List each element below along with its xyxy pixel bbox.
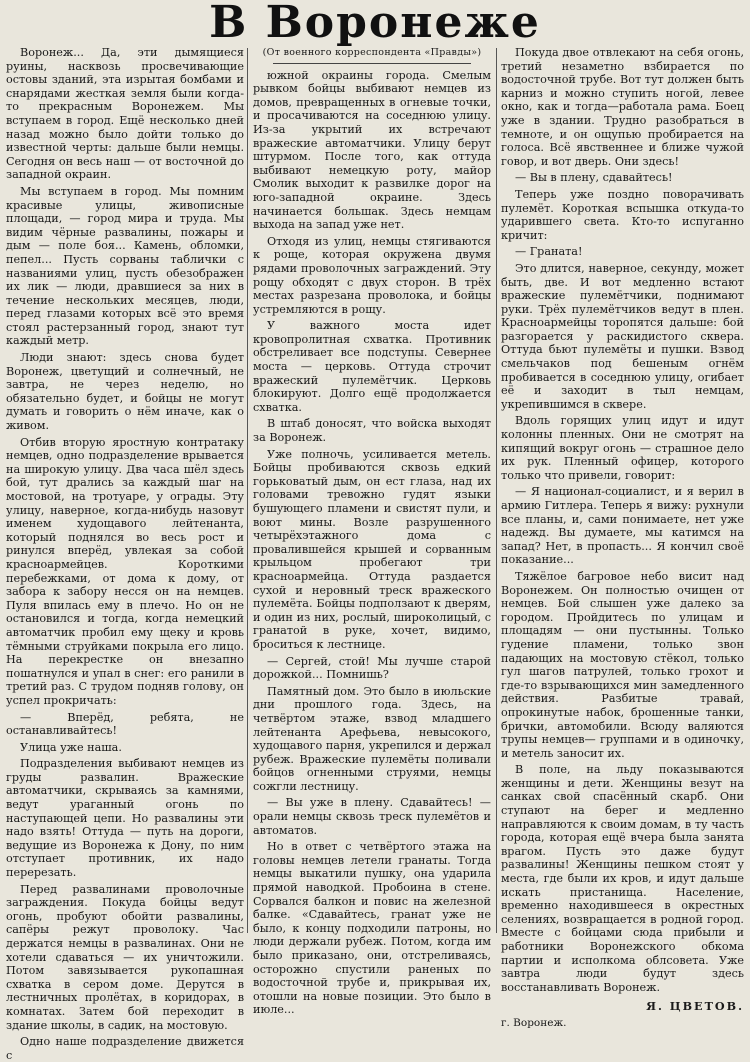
paragraph: — Я национал-социалист, и я верил в армию Гитлера. Теперь я вижу: рухнули все планы, и, сами понимаете, нет уже надежд. Вы думаете, мы катимся на запад? Нет, в пропасть... Я кончил своё показание... bbox=[501, 485, 744, 567]
paragraph: Улица уже наша. bbox=[20, 740, 122, 754]
paragraph: Памятный дом. Это было в июльские дни прошлого года. Здесь, на четвёртом этаже, взвод младшего лейтенанта Арефьева, невысокого, худощавого парня, укрепился и держал рубеж. Вражеские пулемёты поливали бойцов огненными струями, немцы сожгли лестницу. bbox=[253, 684, 491, 793]
paragraph: Воронеж... Да, эти дымящиеся руины, насквозь просвечивающие остовы зданий, эта изрытая бомбами и снарядами жесткая земля были когда-то прекрасным Воронежем. Мы вступаем в город. Ещё несколько дней назад можно было дойти только до известной черты: дальше были немцы. Сегодня он весь наш — от восточной до западной окраин. bbox=[6, 46, 244, 182]
paragraph: — Вы уже в плену. Сдавайтесь! — орали немцы сквозь треск пулемётов и автоматов. bbox=[253, 796, 491, 837]
paragraph: южной окраины города. Смелым рывком бойцы выбивают немцев из домов, превращенных в огневые точки, и просачиваются на соседнюю улицу. Из-за укрытий их встречают вражеские автоматчики. Улицу берут штурмом. После того, как оттуда выбивают немецкую роту, майор Смолик выходит к развилке дорог на юго-западной окраине. Здесь начинается большак. Здесь немцам выхода на запад уже нет. bbox=[253, 68, 491, 232]
author-signature: Я. ЦВЕТОВ. bbox=[646, 999, 744, 1014]
paragraph: — Граната! bbox=[515, 245, 583, 259]
byline-rule bbox=[273, 63, 471, 64]
paragraph: В поле, на льду показываются женщины и дети. Женщины везут на санках свой спасённый скарб. Они ступают на берег и медленно направляются к своим домам, в ту часть города, которая ещё вчера была занята врагом. Пусть это даже будут развалины! Женщины пешком стоят у места, где были их кров, и идут дальше искать пристанища. Население, временно находившееся в окрестных селениях, возвращается в родной город. Вместе с бойцами сюда прибыли и работники Воронежского обкома партии и исполкома облсовета. Уже завтра люди будут здесь восстанавливать Воронеж. bbox=[501, 763, 744, 994]
paragraph: Подразделения выбивают немцев из груды развалин. Вражеские автоматчики, скрываясь за камнями, ведут ураганный огонь по наступающей цепи. Но развалины эти надо взять! Оттуда — путь на дороги, ведущие из Воронежа к Дону, по ним отступает противник, их надо перерезать. bbox=[6, 757, 244, 880]
paragraph: Это длится, наверное, секунду, может быть, две. И вот медленно встают вражеские пулемётчики, поднимают руки. Трёх пулемётчиков ведут в плен. Красноармейцы торопятся дальше: бой разгорается у раскидистого сквера. Оттуда бьют пулемёты и пушки. Взвод смельчаков под бешеным огнём пробивается в соседнюю улицу, огибает её и заходит в тыл немцам, укрепившимся в сквере. bbox=[501, 261, 744, 411]
dateline-place: г. Воронеж. bbox=[501, 1016, 567, 1029]
byline: (От военного корреспондента «Правды») bbox=[262, 47, 482, 58]
article-column-1 bbox=[6, 46, 244, 1062]
article-column-3 bbox=[501, 46, 744, 1029]
paragraph: Перед развалинами проволочные заграждения. Покуда бойцы ведут огонь, пробуют обойти развалины, сапёры режут проволоку. Час держатся немцы в развалинах. Они не хотели сдаваться — их уничтожили. Потом завязывается рукопашная схватка в сером доме. Дерутся в лестничных пролётах, в коридорах, в комнатах. Затем бой переходит в здание школы, в садик, на мостовую. bbox=[6, 882, 244, 1032]
column-divider bbox=[247, 48, 248, 933]
paragraph: Мы вступаем в город. Мы помним красивые улицы, живописные площади, — город мира и труда. Мы видим чёрные развалины, пожары и дым — поле боя... Камень, обломки, пепел... Пусть сорваны таблички с названиями улиц, пусть обезображен их лик — люди, дравшиеся за них в течение нескольких месяцев, люди, перед глазами которых всё это время стоял растерзанный город, знают тут каждый метр. bbox=[6, 184, 244, 348]
paragraph: У важного моста идет кровопролитная схватка. Противник обстреливает все подступы. Севернее моста — церковь. Оттуда строчит вражеский пулемётчик. Церковь блокируют. Долго ещё продолжается схватка. bbox=[253, 319, 491, 414]
headline: В Воронеже bbox=[209, 0, 541, 48]
paragraph: Уже полночь, усиливается метель. Бойцы пробиваются сквозь едкий горьковатый дым, он ест глаза, над их головами тревожно гудят языки бушующего пламени и свистят пули, и воют мины. Возле разрушенного четырёхэтажного дома с провалившейся крышей и сорванным крыльцом пробегают три красноармейца. Оттуда раздается сухой и неровный треск вражеского пулемёта. Бойцы подползают к дверям, и один из них, рослый, широколицый, с гранатой в руке, хочет, видимо, броситься к лестнице. bbox=[253, 447, 491, 651]
paragraph: Люди знают: здесь снова будет Воронеж, цветущий и солнечный, не завтра, не через неделю, но обязательно будет, и бойцы не могут думать и говорить о нём иначе, как о живом. bbox=[6, 351, 244, 433]
paragraph: Одно наше подразделение движется с bbox=[6, 1035, 244, 1062]
paragraph: — Сергей, стой! Мы лучше старой дорожкой... Помнишь? bbox=[253, 654, 491, 682]
paragraph: Теперь уже поздно поворачивать пулемёт. Короткая вспышка откуда-то ударившего света. Кто-то испуганно кричит: bbox=[501, 187, 744, 242]
paragraph: Но в ответ с четвёртого этажа на головы немцев летели гранаты. Тогда немцы выкатили пушку, она ударила прямой наводкой. Пробоина в стене. Сорвался балкон и повис на железной балке. «Сдавайтесь, гранат уже не было, к концу подходили патроны, но люди держали рубеж. Потом, когда им было приказано, они, отстреливаясь, осторожно спустили раненых по водосточной трубе и, прикрывая их, отошли на новые позиции. Это было в июле... bbox=[253, 840, 491, 1017]
article-column-2 bbox=[253, 46, 491, 1017]
paragraph: — Вперёд, ребята, не останавливайтесь! bbox=[6, 710, 244, 738]
paragraph: Тяжёлое багровое небо висит над Воронежем. Он полностью очищен от немцев. Бой слышен уже далеко за городом. Пройдитесь по улицам и площадям — они пустынны. Только гудение пламени, только звон падающих на мостовую стёкол, только гул шагов патрулей, только грохот и где-то взрывающихся мин замедленного действия. Разбитые травай, опрокинутые набок, брошенные танки, брички, автомобили. Всюду валяются трупы немцев— группами и в одиночку, и метель заносит их. bbox=[501, 569, 744, 760]
paragraph: Вдоль горящих улиц идут и идут колонны пленных. Они не смотрят на кипящий вокруг огонь — страшное дело их рук. Пленный офицер, которого только что привели, говорит: bbox=[501, 414, 744, 482]
paragraph: Покуда двое отвлекают на себя огонь, третий незаметно взбирается по водосточной трубе. Вот тут должен быть карниз и можно ступить ногой, левее окно, как и тогда—работала рама. Боец уже в здании. Трудно разобраться в темноте, и он ощупью пробирается на голоса. Всё явственнее и ближе чужой говор, и вот дверь. Они здесь! bbox=[501, 46, 744, 168]
column-divider bbox=[496, 48, 497, 933]
paragraph: — Вы в плену, сдавайтесь! bbox=[515, 171, 673, 185]
paragraph: Отбив вторую яростную контратаку немцев, одно подразделение врывается на широкую улицу. Два часа шёл здесь бой, тут дрались за каждый шаг на мостовой, на тротуаре, у ограды. Эту улицу, наверное, когда-нибудь назовут именем худощавого лейтенанта, который поднялся во весь рост и ринулся вперёд, увлекая за собой красноармейцев. Короткими перебежками, от дома к дому, от забора к забору несся он на немцев. Пуля впилась ему в плечо. Но он не остановился и тогда, когда немецкий автоматчик пробил ему щеку и кровь тёмными струйками покрыла его лицо. На перекрестке он внезапно пошатнулся и упал в снег: его ранили в третий раз. С трудом подняв голову, он успел прокричать: bbox=[6, 435, 244, 707]
paragraph: Отходя из улиц, немцы стягиваются к роще, которая окружена двумя рядами проволочных заграждений. Эту рощу обходят с двух сторон. В трёх местах разрезана проволока, и бойцы устремляются в рощу. bbox=[253, 234, 491, 316]
paragraph: В штаб доносят, что войска выходят за Воронеж. bbox=[253, 417, 491, 445]
